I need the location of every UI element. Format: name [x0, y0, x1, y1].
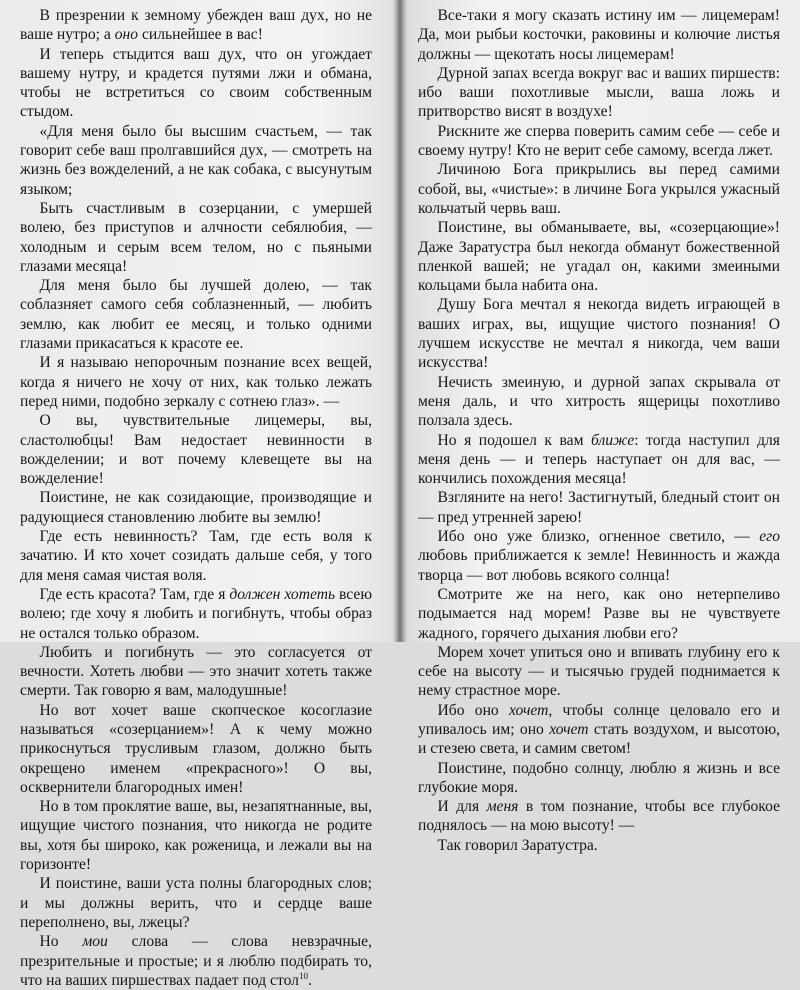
text-run: любовь приближается к земле! Невинность и жажда творца — вот любовь всякого солнца! — [418, 547, 780, 584]
paragraph — [418, 836, 780, 855]
text-run: Где есть красота? Там, где я — [39, 585, 230, 603]
paragraph — [20, 411, 372, 488]
text-run: Любить и погибнуть — это согласуется от вечности. Хотеть любви — это значит хотеть также смерти. Так говорю я вам, малодушные! — [20, 643, 372, 700]
text-run: . — [307, 971, 312, 989]
text-run: Но — [39, 933, 83, 951]
paragraph — [418, 527, 780, 585]
text-run: Дурной запах всегда вокруг вас и ваших пиршеств: ибо ваши похотливые мысли, ваша ложь и притворство висят в воздухе! — [418, 64, 780, 121]
text-run: Поистине, не как созидающие, производящие и радующиеся становлению любите вы землю! — [20, 489, 372, 526]
paragraph — [20, 353, 372, 411]
paragraph — [20, 701, 372, 797]
text-run: Быть счастливым в созерцании, с умершей волею, без приступов и алчности себялюбия, — холодным и серым всем телом, но с пьяными глазами месяца! — [20, 199, 372, 275]
paragraph — [418, 488, 780, 527]
text-run: , чтобы солнце целовало его и упивалось им; оно — [418, 701, 780, 738]
paragraph — [418, 373, 780, 431]
text-run: Но вот хочет ваше скопческое косоглазие называться «созерцанием»! А к чему можно прикоснуться трусливым глазом, должно быть окрещено именем «прекрасного»! О вы, осквернители благородных имен! — [20, 701, 372, 796]
text-run: Душу Бога мечтал я некогда видеть играющей в ваших играх, вы, ищущие чистого познания! О лучшем искусстве не мечтал я никогда, чем ваши искусства! — [418, 296, 780, 372]
text-run: О вы, чувствительные лицемеры, вы, сластолюбцы! Вам недостает невинности в вожделении; и вот почему клевещете вы на вожделение! — [20, 412, 372, 488]
paragraph — [20, 199, 372, 276]
text-run: Ибо оно уже близко, огненное светило, — — [437, 528, 760, 546]
paragraph — [20, 6, 372, 45]
text-run: сильнейшее в вас! — [138, 26, 263, 44]
paragraph — [418, 759, 780, 798]
text-run: Для меня было бы лучшей долею, — так соблазняет самого себя соблазненный, — любить землю, как любит ее месяц, и только одними глазами прикасаться к красоте ее. — [20, 277, 372, 353]
paragraph — [418, 6, 780, 64]
paragraph — [418, 122, 780, 161]
text-run: Поистине, вы обманываете, вы, «созерцающие»! Даже Заратустра был некогда обманут божественной пленкой вашей; не угадал он, какими змеиными кольцами была набита она. — [418, 219, 780, 295]
emphasis-text: хочет — [549, 720, 589, 738]
emphasis-text: его — [759, 528, 780, 546]
paragraph — [418, 431, 780, 489]
emphasis-text: хочет — [509, 701, 549, 719]
paragraph — [418, 643, 780, 701]
text-run: Но в том проклятие ваше, вы, незапятнанные, вы, ищущие чистого познания, что никогда не родите вы, хотя бы широко, как роженица, и лежали вы на горизонте! — [20, 798, 372, 874]
text-run: в том познание, чтобы все глубокое поднялось — на мою высоту! — — [418, 798, 780, 835]
emphasis-text: мои — [82, 933, 108, 951]
paragraph — [20, 45, 372, 122]
text-run: Все-таки я могу сказать истину им — лицемерам! Да, мои рыбьи косточки, раковины и колючие листья должны — щекотать носы лицемерам! — [418, 7, 780, 63]
text-run: Поистине, подобно солнцу, люблю я жизнь и все глубокие моря. — [418, 759, 780, 796]
text-run: И я называю непорочным познание всех вещей, когда я ничего не хочу от них, как только лежать перед ними, подобно зеркалу с сотнею глаз». — — [20, 354, 372, 410]
paragraph — [20, 874, 372, 932]
text-run: слова — слова невзрачные, презрительные и простые; и я люблю подбирать то, что на ваших пиршествах падает под стол — [20, 933, 372, 989]
emphasis-text: должен хотеть — [229, 585, 336, 603]
left-page — [20, 6, 372, 990]
paragraph — [20, 527, 372, 585]
book-gutter — [395, 0, 405, 642]
paragraph — [418, 797, 780, 836]
text-run: Нечисть змеиную, и дурной запах скрывала от меня даль, и что хитрость ящерицы похотливо ползала здесь. — [418, 373, 780, 430]
emphasis-text: ближе — [590, 431, 635, 449]
text-run: Рискните же сперва поверить самим себе — себе и своему нутру! Кто не верит себе самому, всегда лжет. — [418, 122, 780, 160]
paragraph — [418, 218, 780, 295]
text-run: Ибо оно — [437, 701, 510, 719]
text-run: Но я подошел к вам — [437, 431, 591, 449]
paragraph — [20, 797, 372, 874]
text-run: В презрении к земному убежден ваш дух, но не ваше нутро; а — [20, 7, 372, 44]
paragraph — [418, 585, 780, 643]
emphasis-text: меня — [486, 798, 519, 816]
paragraph — [20, 585, 372, 643]
text-run: И поистине, ваши уста полны благородных слов; и мы должны верить, что и сердце ваше переполнено, вы, лжецы? — [20, 875, 372, 931]
paragraph — [20, 932, 372, 990]
paragraph — [418, 701, 780, 759]
right-page — [418, 6, 780, 855]
text-run: Где есть невинность? Там, где есть воля к зачатию. И кто хочет созидать дальше себя, у того для меня самая чистая воля. — [20, 528, 372, 584]
text-run: всею волею; где хочу я любить и погибнуть, чтобы образ не остался только образом. — [20, 585, 372, 642]
emphasis-text: оно — [114, 26, 139, 44]
paragraph — [20, 122, 372, 199]
paragraph — [418, 295, 780, 372]
text-run: Смотрите же на него, как оно нетерпеливо подымается над морем! Разве вы не чувствуете жадного, горячего дыхания любви его? — [418, 585, 780, 642]
text-run: Личиною Бога прикрылись вы перед самими собой, вы, «чистые»: в личине Бога укрылся ужасный кольчатый червь ваш. — [418, 161, 780, 217]
text-run: Морем хочет упиться оно и впивать глубину его к себе на высоту — и тысячью грудей поднимается к нему страстное море. — [418, 643, 780, 700]
text-run: Так говорил Заратустра. — [437, 836, 598, 854]
footnote-ref: 10 — [298, 970, 308, 981]
paragraph — [20, 276, 372, 353]
paragraph — [418, 64, 780, 122]
text-run: «Для меня было бы высшим счастьем, — так говорит себе ваш пролгавшийся дух, — смотреть на жизнь без вожделений, а не как собака, с высунутым языком; — [20, 122, 372, 198]
text-run: И теперь стыдится ваш дух, что он угождает вашему нутру, и крадется путями лжи и обмана, чтобы не встретиться со своим собственным стыдом. — [20, 45, 372, 121]
text-run: стать воздухом, и высотою, и стезею света, и самим светом! — [418, 720, 781, 758]
text-run: : тогда наступил для меня день — и теперь наступает он для вас, — кончились похождения месяца! — [418, 431, 780, 488]
text-run: И для — [437, 798, 487, 816]
text-run: Взгляните на него! Застигнутый, бледный стоит он — пред утренней зарею! — [418, 489, 780, 526]
paragraph — [20, 643, 372, 701]
paragraph — [20, 488, 372, 527]
paragraph — [418, 160, 780, 218]
